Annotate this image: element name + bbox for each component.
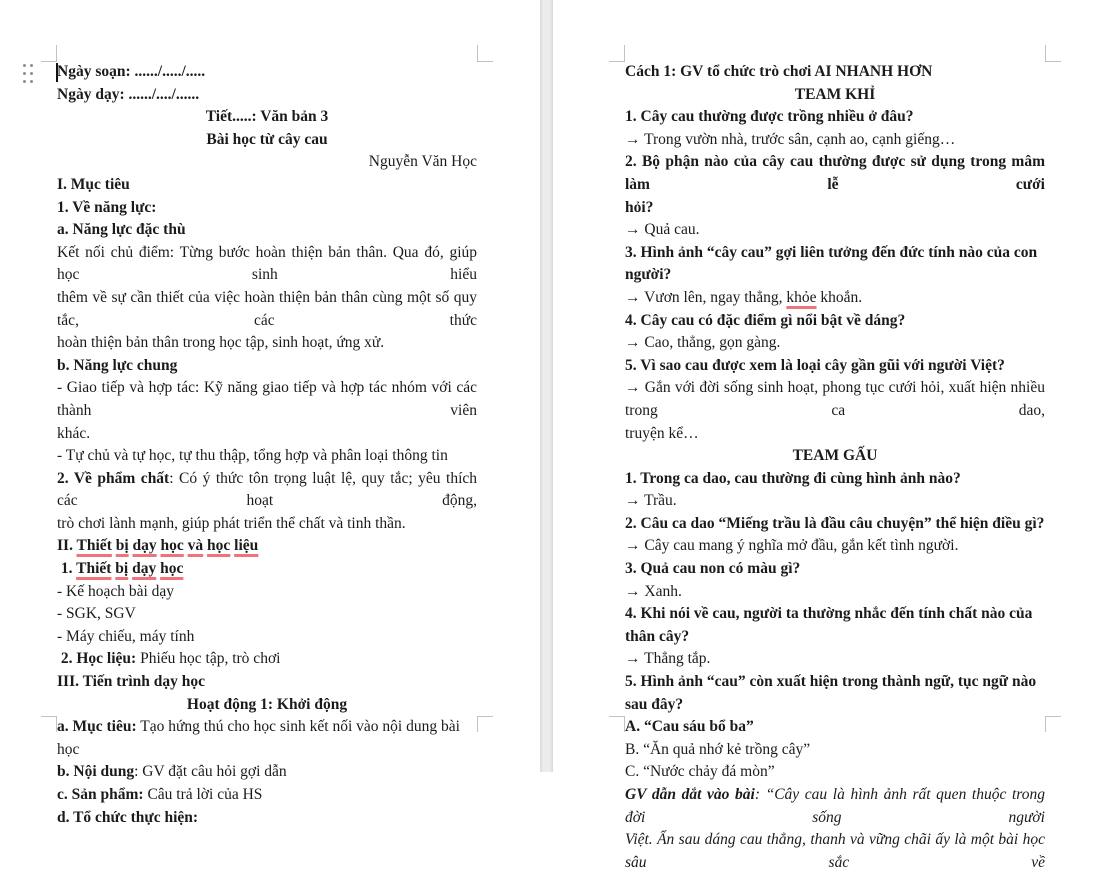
text-line <box>625 151 1049 196</box>
text-line <box>57 219 477 242</box>
text-segment: Câu trả lời của HS <box>143 786 263 803</box>
text-line <box>625 558 1045 581</box>
crop-mark-page1-bottom-left <box>41 716 57 732</box>
text-line <box>57 468 481 513</box>
text-line <box>625 739 1045 762</box>
text-line <box>625 468 1045 491</box>
text-line <box>625 106 1045 129</box>
crop-mark-page2-bottom-right <box>1045 716 1061 732</box>
text-segment: Phiếu học tập, trò chơi <box>136 650 281 668</box>
text-line <box>57 377 481 422</box>
text-line <box>57 61 477 84</box>
text-line <box>625 535 1045 558</box>
crop-mark-page2-top-right <box>1045 45 1061 62</box>
text-segment: b. Nội dung <box>57 763 135 781</box>
text-line <box>57 332 477 355</box>
text-segment: “Cây cau là hình ảnh rất quen thuộc trong đời sống người <box>625 786 1049 826</box>
text-line <box>57 558 477 581</box>
text-line <box>625 784 1049 829</box>
text-line <box>57 535 477 558</box>
text-segment: → Xanh. <box>625 582 682 600</box>
text-segment: Ngày dạy: ....../..../...... <box>57 85 200 103</box>
page-1-text[interactable] <box>57 61 481 829</box>
text-line <box>625 423 1045 446</box>
text-segment: A. “Cau sáu bổ ba” <box>625 718 754 736</box>
text-segment: khác. <box>57 424 91 442</box>
misspelled-word: khỏe <box>786 288 817 306</box>
text-line <box>625 445 1045 468</box>
text-segment: → Quả cau. <box>625 221 700 239</box>
misspelled-word: Thiết <box>76 537 112 555</box>
text-segment: 4. Khi nói về cau, người ta thường nhắc đến tính chất nào của thân cây? <box>625 605 1037 645</box>
text-segment: 4. Cây cau có đặc điểm gì nổi bật về dáng? <box>625 311 906 329</box>
text-segment: → Gắn với đời sống sinh hoạt, phong tục cưới hỏi, xuất hiện nhiều trong ca dao, <box>625 379 1049 419</box>
misspelled-word: bị <box>115 560 129 578</box>
text-segment: 2. Câu ca dao “Miếng trầu là đầu câu chuyện” thể hiện điều gì? <box>625 514 1045 532</box>
misspelled-word: liệu <box>234 537 259 555</box>
text-line <box>57 445 477 468</box>
text-segment: - SGK, SGV <box>57 605 136 623</box>
text-segment: → Vươn lên, ngay thẳng, <box>625 288 787 306</box>
text-line <box>57 129 477 152</box>
text-line <box>57 355 477 378</box>
drag-handle-dot <box>23 64 26 67</box>
text-segment: 5. Vì sao cau được xem là loại cây gần gũi với người Việt? <box>625 356 1005 374</box>
text-segment: → Cao, thẳng, gọn gàng. <box>625 334 781 352</box>
misspelled-word: học <box>207 537 231 555</box>
text-line <box>57 784 477 807</box>
text-line <box>625 355 1045 378</box>
text-line <box>57 694 477 717</box>
text-line <box>625 310 1045 333</box>
text-segment: a. Năng lực đặc thù <box>57 221 186 239</box>
text-segment: Cách 1: GV tổ chức trò chơi AI NHANH HƠN <box>625 63 933 80</box>
text-segment: 5. Hình ảnh “cau” còn xuất hiện trong thành ngữ, tục ngữ nào sau đây? <box>625 673 1040 713</box>
drag-handle-dot <box>30 72 33 75</box>
text-segment: trò chơi lành mạnh, giúp phát triển thể chất và tinh thần. <box>57 514 406 532</box>
text-segment: TEAM KHỈ <box>794 85 876 103</box>
text-line <box>625 490 1045 513</box>
text-segment: 1. Trong ca dao, cau thường đi cùng hình ảnh nào? <box>625 469 961 487</box>
crop-mark-page1-top-left <box>41 45 57 62</box>
misspelled-word: Thiết <box>76 560 112 578</box>
crop-mark-page1-bottom-right <box>477 716 493 732</box>
text-segment: hỏi? <box>625 198 654 216</box>
text-segment: d. Tổ chức thực hiện: <box>57 808 199 826</box>
text-segment: 3. Quả cau non có màu gì? <box>625 560 801 578</box>
text-line <box>57 174 477 197</box>
text-line <box>625 581 1045 604</box>
text-line <box>625 761 1045 784</box>
text-segment: → Trong vườn nhà, trước sân, cạnh ao, cạnh giếng… <box>625 130 956 148</box>
text-line <box>57 716 477 761</box>
text-line <box>625 332 1045 355</box>
text-line <box>625 648 1045 671</box>
text-segment: TEAM GẤU <box>792 447 878 465</box>
text-line <box>625 829 1049 874</box>
text-line <box>625 129 1045 152</box>
page-gap <box>540 0 553 772</box>
text-segment: Việt. Ẩn sau dáng cau thẳng, thanh và vững chãi ấy là một bài học sâu sắc về <box>625 831 1049 871</box>
text-line <box>625 242 1045 287</box>
text-line <box>57 807 477 830</box>
text-line <box>57 648 477 671</box>
text-segment: - Máy chiếu, máy tính <box>57 627 195 645</box>
text-line <box>625 513 1045 536</box>
text-line <box>57 626 477 649</box>
drag-handle-dot <box>30 64 33 67</box>
text-segment: Ngày soạn: ....../...../..... <box>57 63 206 80</box>
text-segment: a. Mục tiêu: <box>57 718 137 736</box>
text-segment: 2. Học liệu: <box>57 650 137 668</box>
page-2-text[interactable] <box>625 61 1049 874</box>
text-segment: 1. Cây cau thường được trồng nhiều ở đâu? <box>625 108 914 126</box>
text-line <box>625 197 1045 220</box>
text-line <box>57 106 477 129</box>
text-segment: GV dẫn dắt vào bài <box>625 786 755 803</box>
text-segment: C. “Nước chảy đá mòn” <box>625 763 775 781</box>
text-segment: II. <box>57 537 77 555</box>
text-segment: B. “Ăn quả nhớ kẻ trồng cây” <box>625 740 811 758</box>
text-segment: Tiết.....: Văn bản 3 <box>205 108 329 126</box>
text-segment: : GV đặt câu hỏi gợi dẫn <box>134 763 287 781</box>
text-segment: → Cây cau mang ý nghĩa mở đầu, gắn kết tình người. <box>625 537 959 555</box>
text-segment: c. Sản phẩm: <box>57 786 144 803</box>
crop-mark-page1-top-right <box>477 45 493 62</box>
misspelled-word: học <box>160 537 184 555</box>
misspelled-word: học <box>160 560 184 578</box>
text-segment: Kết nối chủ điểm: Từng bước hoàn thiện bản thân. Qua đó, giúp học sinh hiểu <box>57 243 481 284</box>
text-line <box>57 581 477 604</box>
text-line <box>57 242 481 287</box>
text-line <box>57 761 477 784</box>
text-line <box>625 377 1049 422</box>
drag-handle-dot <box>23 72 26 75</box>
text-segment: → Trầu. <box>625 492 677 510</box>
text-line <box>625 84 1045 107</box>
text-line <box>625 671 1045 716</box>
text-line <box>57 287 481 332</box>
text-segment: hoàn thiện bản thân trong học tập, sinh hoạt, ứng xử. <box>57 334 385 352</box>
text-line <box>625 287 1045 310</box>
text-line <box>57 84 477 107</box>
text-segment: 3. Hình ảnh “cây cau” gợi liên tưởng đến đức tính nào của con người? <box>625 243 1042 284</box>
text-line <box>57 197 477 220</box>
text-segment: 1. <box>57 560 77 578</box>
text-segment: Hoạt động 1: Khởi động <box>186 695 348 713</box>
text-segment: → Thẳng tắp. <box>625 650 711 668</box>
text-line <box>57 513 477 536</box>
text-segment: - Kế hoạch bài dạy <box>57 582 175 600</box>
text-line <box>625 61 1045 84</box>
text-segment: thêm về sự cần thiết của việc hoàn thiện bản thân cùng một số quy tắc, các thức <box>57 288 481 329</box>
text-line <box>57 603 477 626</box>
text-segment: Bài học từ cây cau <box>206 130 328 148</box>
text-segment: I. Mục tiêu <box>57 175 130 193</box>
text-line <box>57 671 477 694</box>
text-segment: b. Năng lực chung <box>57 356 178 374</box>
misspelled-word: bị <box>115 537 129 555</box>
text-segment: 1. Về năng lực: <box>57 198 157 216</box>
text-line <box>625 716 1045 739</box>
misspelled-word: dạy <box>132 537 157 555</box>
text-segment: khoắn. <box>816 288 863 306</box>
text-segment: - Tự chủ và tự học, tự thu thập, tổng hợp và phân loại thông tin <box>57 447 448 465</box>
misspelled-word: và <box>187 537 204 555</box>
text-segment: - Giao tiếp và hợp tác: Kỹ năng giao tiếp và hợp tác nhóm với các thành viên <box>57 379 481 419</box>
drag-handle-dot <box>23 80 26 83</box>
text-segment: 2. Bộ phận nào của cây cau thường được sử dụng trong mâm làm lễ cưới <box>625 153 1049 193</box>
text-segment: Nguyễn Văn Học <box>368 153 477 171</box>
six-dot-drag-handle-icon[interactable] <box>23 64 33 83</box>
text-line <box>57 423 477 446</box>
text-segment: 2. Về phẩm chất <box>57 469 170 487</box>
text-line <box>625 219 1045 242</box>
misspelled-word: dạy <box>132 560 157 578</box>
drag-handle-dot <box>30 80 33 83</box>
crop-mark-page2-top-left <box>609 45 625 62</box>
text-segment: : Có ý thức tôn trọng luật lệ, quy tắc; yêu thích các hoạt động, <box>57 469 481 510</box>
text-line <box>57 151 477 174</box>
text-segment: Tạo hứng thú cho học sinh kết nối vào nội dung bài học <box>57 718 464 758</box>
text-segment: truyện kể… <box>625 424 699 442</box>
crop-mark-page2-bottom-left <box>609 716 625 732</box>
text-segment: : <box>754 786 766 803</box>
text-line <box>625 603 1045 648</box>
text-segment: III. Tiến trình dạy học <box>57 673 206 691</box>
